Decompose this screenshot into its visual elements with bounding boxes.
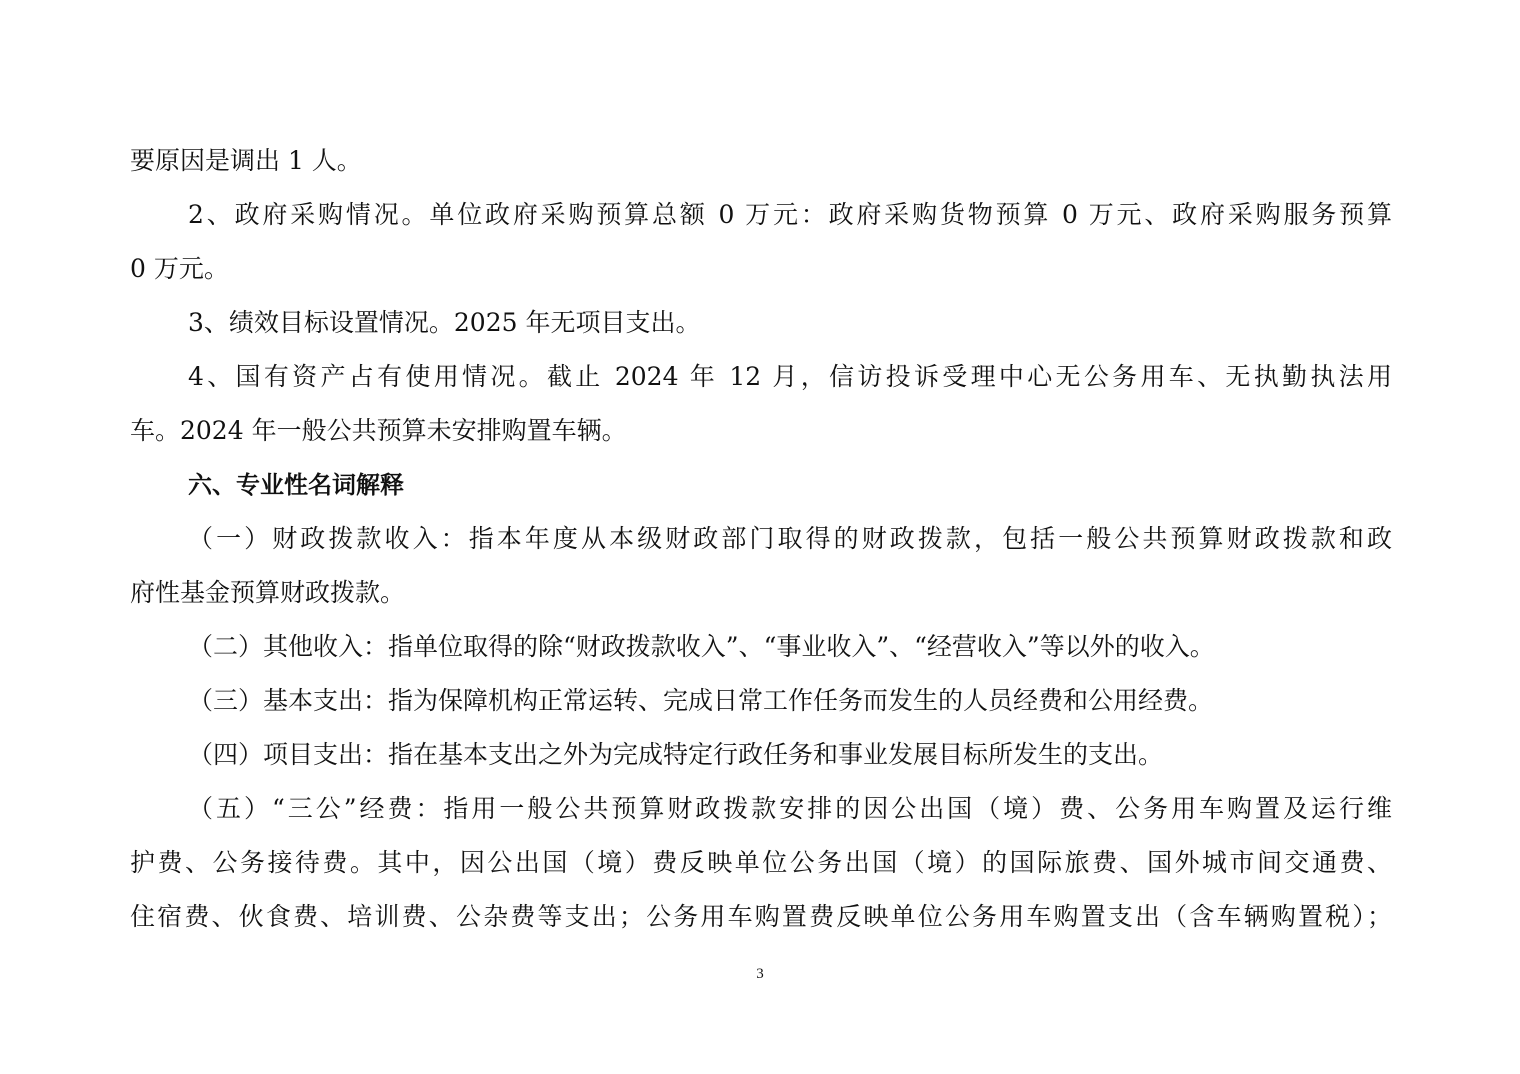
paragraph-line-project-expenditure: （四）项目支出：指在基本支出之外为完成特定行政任务和事业发展目标所发生的支出。 (188, 740, 1164, 769)
paragraph-line-three-public-expenses: （五）“三公”经费：指用一般公共预算财政拨款安排的因公出国（境）费、公务用车购置及运行维 (188, 794, 1392, 823)
page-number: 3 (756, 966, 764, 982)
paragraph-line-basic-expenditure: （三）基本支出：指为保障机构正常运转、完成日常工作任务而发生的人员经费和公用经费。 (188, 686, 1214, 715)
paragraph-line-staff-change-reason: 要原因是调出 1 人。 (130, 146, 362, 175)
paragraph-line-state-assets: 4、国有资产占有使用情况。截止 2024 年 12 月，信访投诉受理中心无公务用车、无执勤执法用 (188, 362, 1392, 391)
paragraph-line-performance-goals: 3、绩效目标设置情况。2025 年无项目支出。 (188, 308, 701, 337)
section-heading-terms: 六、专业性名词解释 (188, 471, 404, 499)
paragraph-line-procurement: 2、政府采购情况。单位政府采购预算总额 0 万元：政府采购货物预算 0 万元、政府采购服务预算 (188, 200, 1392, 229)
paragraph-line-fiscal-appropriation-cont: 府性基金预算财政拨款。 (130, 578, 406, 607)
paragraph-line-state-assets-cont: 车。2024 年一般公共预算未安排购置车辆。 (130, 416, 627, 445)
paragraph-line-fiscal-appropriation: （一）财政拨款收入：指本年度从本级财政部门取得的财政拨款，包括一般公共预算财政拨款和政 (188, 524, 1392, 553)
paragraph-line-three-public-expenses-cont-2: 住宿费、伙食费、培训费、公杂费等支出；公务用车购置费反映单位公务用车购置支出（含车辆购置税）； (130, 902, 1392, 931)
paragraph-line-procurement-cont: 0 万元。 (130, 254, 229, 283)
paragraph-line-other-income: （二）其他收入：指单位取得的除“财政拨款收入”、“事业收入”、“经营收入”等以外的收入。 (188, 632, 1215, 661)
paragraph-line-three-public-expenses-cont-1: 护费、公务接待费。其中，因公出国（境）费反映单位公务出国（境）的国际旅费、国外城市间交通费、 (130, 848, 1392, 877)
